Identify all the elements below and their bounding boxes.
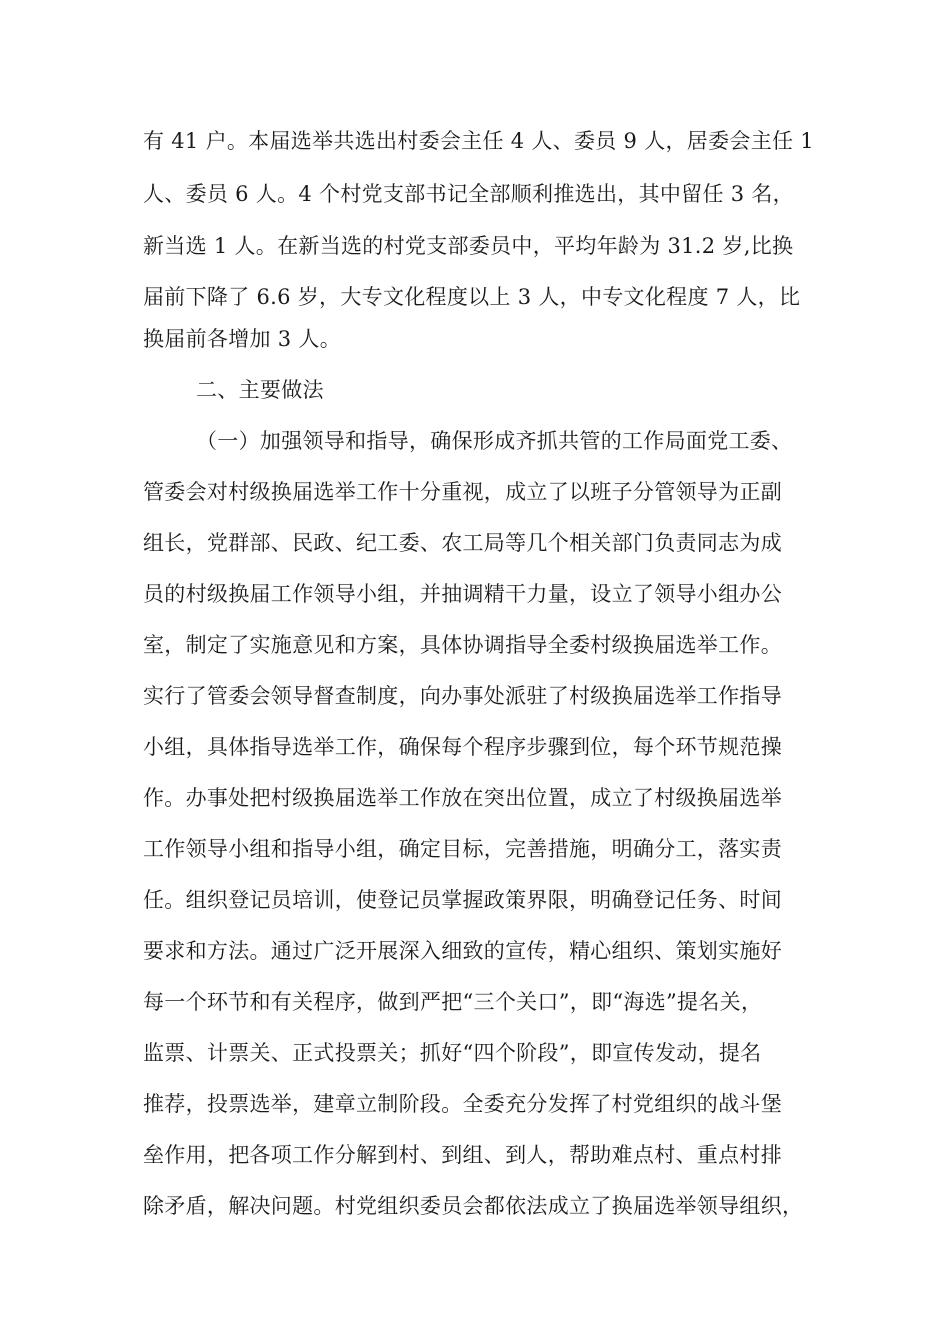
text-line-5: 换届前各增加 3 人。 xyxy=(143,327,342,351)
text-line-2: 人、委员 6 人。4 个村党支部书记全部顺利推选出，其中留任 3 名， xyxy=(143,182,794,206)
text-line-21: 垒作用，把各项工作分解到村、到组、到人，帮助难点村、重点村排 xyxy=(143,1143,782,1167)
text-line-8: 管委会对村级换届选举工作十分重视，成立了以班子分管领导为正副 xyxy=(143,480,782,504)
text-line-17: 要求和方法。通过广泛开展深入细致的宣传，精心组织、策划实施好 xyxy=(143,939,782,963)
subsection-heading-line: （一）加强领导和指导，确保形成齐抓共管的工作局面党工委、 xyxy=(196,429,793,453)
text-line-15: 工作领导小组和指导小组，确定目标，完善措施，明确分工，落实责 xyxy=(143,837,782,861)
text-line-13: 小组，具体指导选举工作，确保每个程序步骤到位，每个环节规范操 xyxy=(143,735,782,759)
text-line-4: 届前下降了 6.6 岁，大专文化程度以上 3 人，中专文化程度 7 人，比 xyxy=(143,285,801,309)
text-line-22: 除矛盾，解决问题。村党组织委员会都依法成立了换届选举领导组织， xyxy=(143,1194,804,1218)
text-line-12: 实行了管委会领导督查制度，向办事处派驻了村级换届选举工作指导 xyxy=(143,684,782,708)
section-heading: 二、主要做法 xyxy=(196,378,324,402)
text-line-11: 室，制定了实施意见和方案，具体协调指导全委村级换届选举工作。 xyxy=(143,633,782,657)
text-line-20: 推荐，投票选举，建章立制阶段。全委充分发挥了村党组织的战斗堡 xyxy=(143,1092,782,1116)
text-line-9: 组长，党群部、民政、纪工委、农工局等几个相关部门负责同志为成 xyxy=(143,531,782,555)
text-line-1: 有 41 户。本届选举共选出村委会主任 4 人、委员 9 人，居委会主任 1 xyxy=(143,129,814,153)
text-line-16: 任。组织登记员培训，使登记员掌握政策界限，明确登记任务、时间 xyxy=(143,888,782,912)
text-line-3: 新当选 1 人。在新当选的村党支部委员中，平均年龄为 31.2 岁,比换 xyxy=(143,234,794,258)
text-line-18: 每一个环节和有关程序，做到严把“三个关口”，即“海选”提名关， xyxy=(143,990,763,1014)
text-line-14: 作。办事处把村级换届选举工作放在突出位置，成立了村级换届选举 xyxy=(143,786,782,810)
text-line-19: 监票、计票关、正式投票关；抓好“四个阶段”，即宣传发动，提名 xyxy=(143,1041,762,1065)
text-line-10: 员的村级换届工作领导小组，并抽调精干力量，设立了领导小组办公 xyxy=(143,582,782,606)
